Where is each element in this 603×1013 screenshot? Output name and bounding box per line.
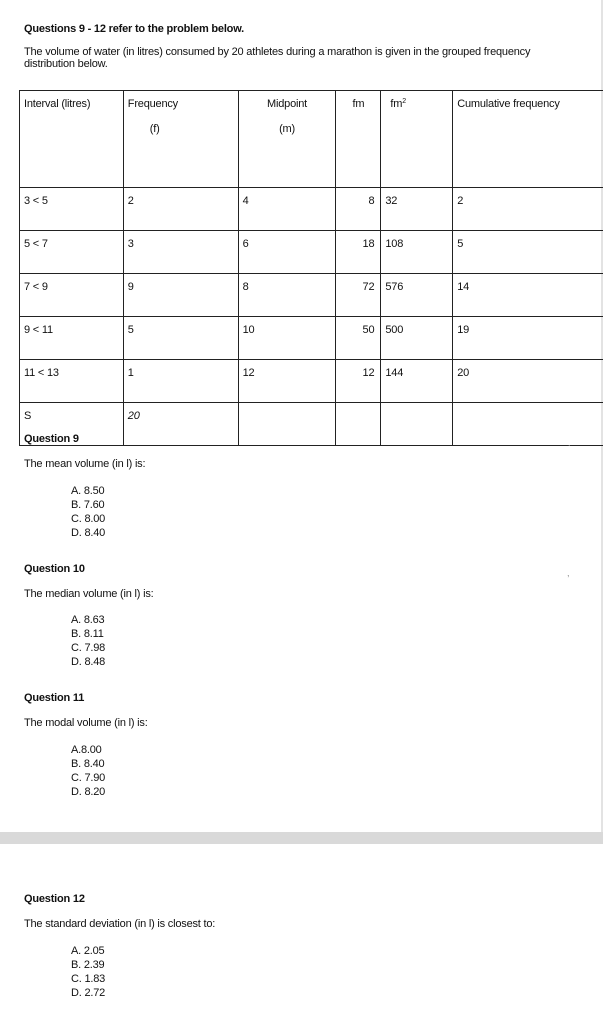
question-9-text: The mean volume (in l) is: (24, 458, 146, 470)
question-9-title: Question 9 (24, 433, 79, 445)
cell-interval: 7 < 9 (20, 274, 124, 317)
option-a[interactable]: A. 8.63 (71, 614, 105, 626)
cell-cumulative: 5 (453, 231, 603, 274)
cell-fm: 50 (336, 317, 381, 360)
cell-frequency: 1 (123, 360, 238, 403)
cell-midpoint: 12 (238, 360, 336, 403)
option-c[interactable]: C. 1.83 (71, 973, 106, 985)
cell-empty (381, 403, 453, 446)
cell-fm2: 32 (381, 188, 453, 231)
question-11-title: Question 11 (24, 692, 85, 704)
option-b[interactable]: B. 8.11 (71, 628, 104, 640)
header-interval: Interval (litres) (20, 91, 124, 188)
header-fm: fm (336, 91, 381, 188)
option-b[interactable]: B. 8.40 (71, 758, 105, 770)
cell-frequency: 3 (123, 231, 238, 274)
cell-cumulative: 2 (453, 188, 603, 231)
option-c[interactable]: C. 7.90 (71, 772, 106, 784)
option-a[interactable]: A. 2.05 (71, 945, 105, 957)
question-12-text: The standard deviation (in l) is closest to: (24, 918, 216, 930)
cell-empty (453, 403, 603, 446)
option-a[interactable]: A. 8.50 (71, 485, 105, 497)
page-separator (0, 832, 603, 844)
cell-cumulative: 19 (453, 317, 603, 360)
option-b[interactable]: B. 7.60 (71, 499, 105, 511)
cell-interval: 5 < 7 (20, 231, 124, 274)
question-10-text: The median volume (in l) is: (24, 588, 154, 600)
cell-interval: 3 < 5 (20, 188, 124, 231)
header-midpoint: Midpoint (m) (238, 91, 336, 188)
document-page-2 (0, 844, 603, 1013)
section-heading: Questions 9 - 12 refer to the problem below. (24, 23, 245, 35)
cell-fm: 8 (336, 188, 381, 231)
cell-sum-frequency: 20 (123, 403, 238, 446)
cell-fm2: 108 (381, 231, 453, 274)
stray-tick-mark: , (567, 568, 570, 578)
cell-frequency: 2 (123, 188, 238, 231)
cell-midpoint: 8 (238, 274, 336, 317)
table-row (20, 188, 603, 231)
question-12-options (71, 944, 105, 1000)
question-12-title: Question 12 (24, 893, 85, 905)
table-row (20, 274, 603, 317)
table-header-row (20, 91, 603, 188)
option-d[interactable]: D. 2.72 (71, 987, 106, 999)
table-row (20, 317, 603, 360)
header-frequency: Frequency (f) (123, 91, 238, 188)
cell-empty (238, 403, 336, 446)
cell-sum-label: S (20, 403, 124, 446)
question-11-options (71, 743, 105, 799)
cell-midpoint: 10 (238, 317, 336, 360)
cell-midpoint: 4 (238, 188, 336, 231)
cell-frequency: 9 (123, 274, 238, 317)
cell-empty (336, 403, 381, 446)
question-11-text: The modal volume (in l) is: (24, 717, 148, 729)
stray-dot-mark: . (568, 438, 571, 448)
header-cumulative: Cumulative frequency (453, 91, 603, 188)
cell-fm2: 500 (381, 317, 453, 360)
cell-fm: 12 (336, 360, 381, 403)
cell-fm: 72 (336, 274, 381, 317)
cell-cumulative: 14 (453, 274, 603, 317)
cell-fm2: 576 (381, 274, 453, 317)
cell-interval: 9 < 11 (20, 317, 124, 360)
cell-interval: 11 < 13 (20, 360, 124, 403)
cell-frequency: 5 (123, 317, 238, 360)
option-c[interactable]: C. 8.00 (71, 513, 106, 525)
cell-fm: 18 (336, 231, 381, 274)
header-fm2: $fm^2$ (381, 91, 453, 188)
table-total-row (20, 403, 603, 446)
option-a[interactable]: A.8.00 (71, 744, 102, 756)
option-d[interactable]: D. 8.40 (71, 527, 106, 539)
cell-midpoint: 6 (238, 231, 336, 274)
question-10-title: Question 10 (24, 563, 85, 575)
option-d[interactable]: D. 8.20 (71, 786, 106, 798)
cell-cumulative: 20 (453, 360, 603, 403)
problem-intro: The volume of water (in litres) consumed by 20 athletes during a marathon is given in the grouped frequency distribution below. (24, 46, 531, 70)
question-10-options (71, 613, 105, 669)
option-b[interactable]: B. 2.39 (71, 959, 105, 971)
question-9-options (71, 484, 105, 540)
cell-fm2: 144 (381, 360, 453, 403)
table-row (20, 231, 603, 274)
option-c[interactable]: C. 7.98 (71, 642, 106, 654)
option-d[interactable]: D. 8.48 (71, 656, 106, 668)
frequency-table (19, 90, 603, 446)
table-row (20, 360, 603, 403)
